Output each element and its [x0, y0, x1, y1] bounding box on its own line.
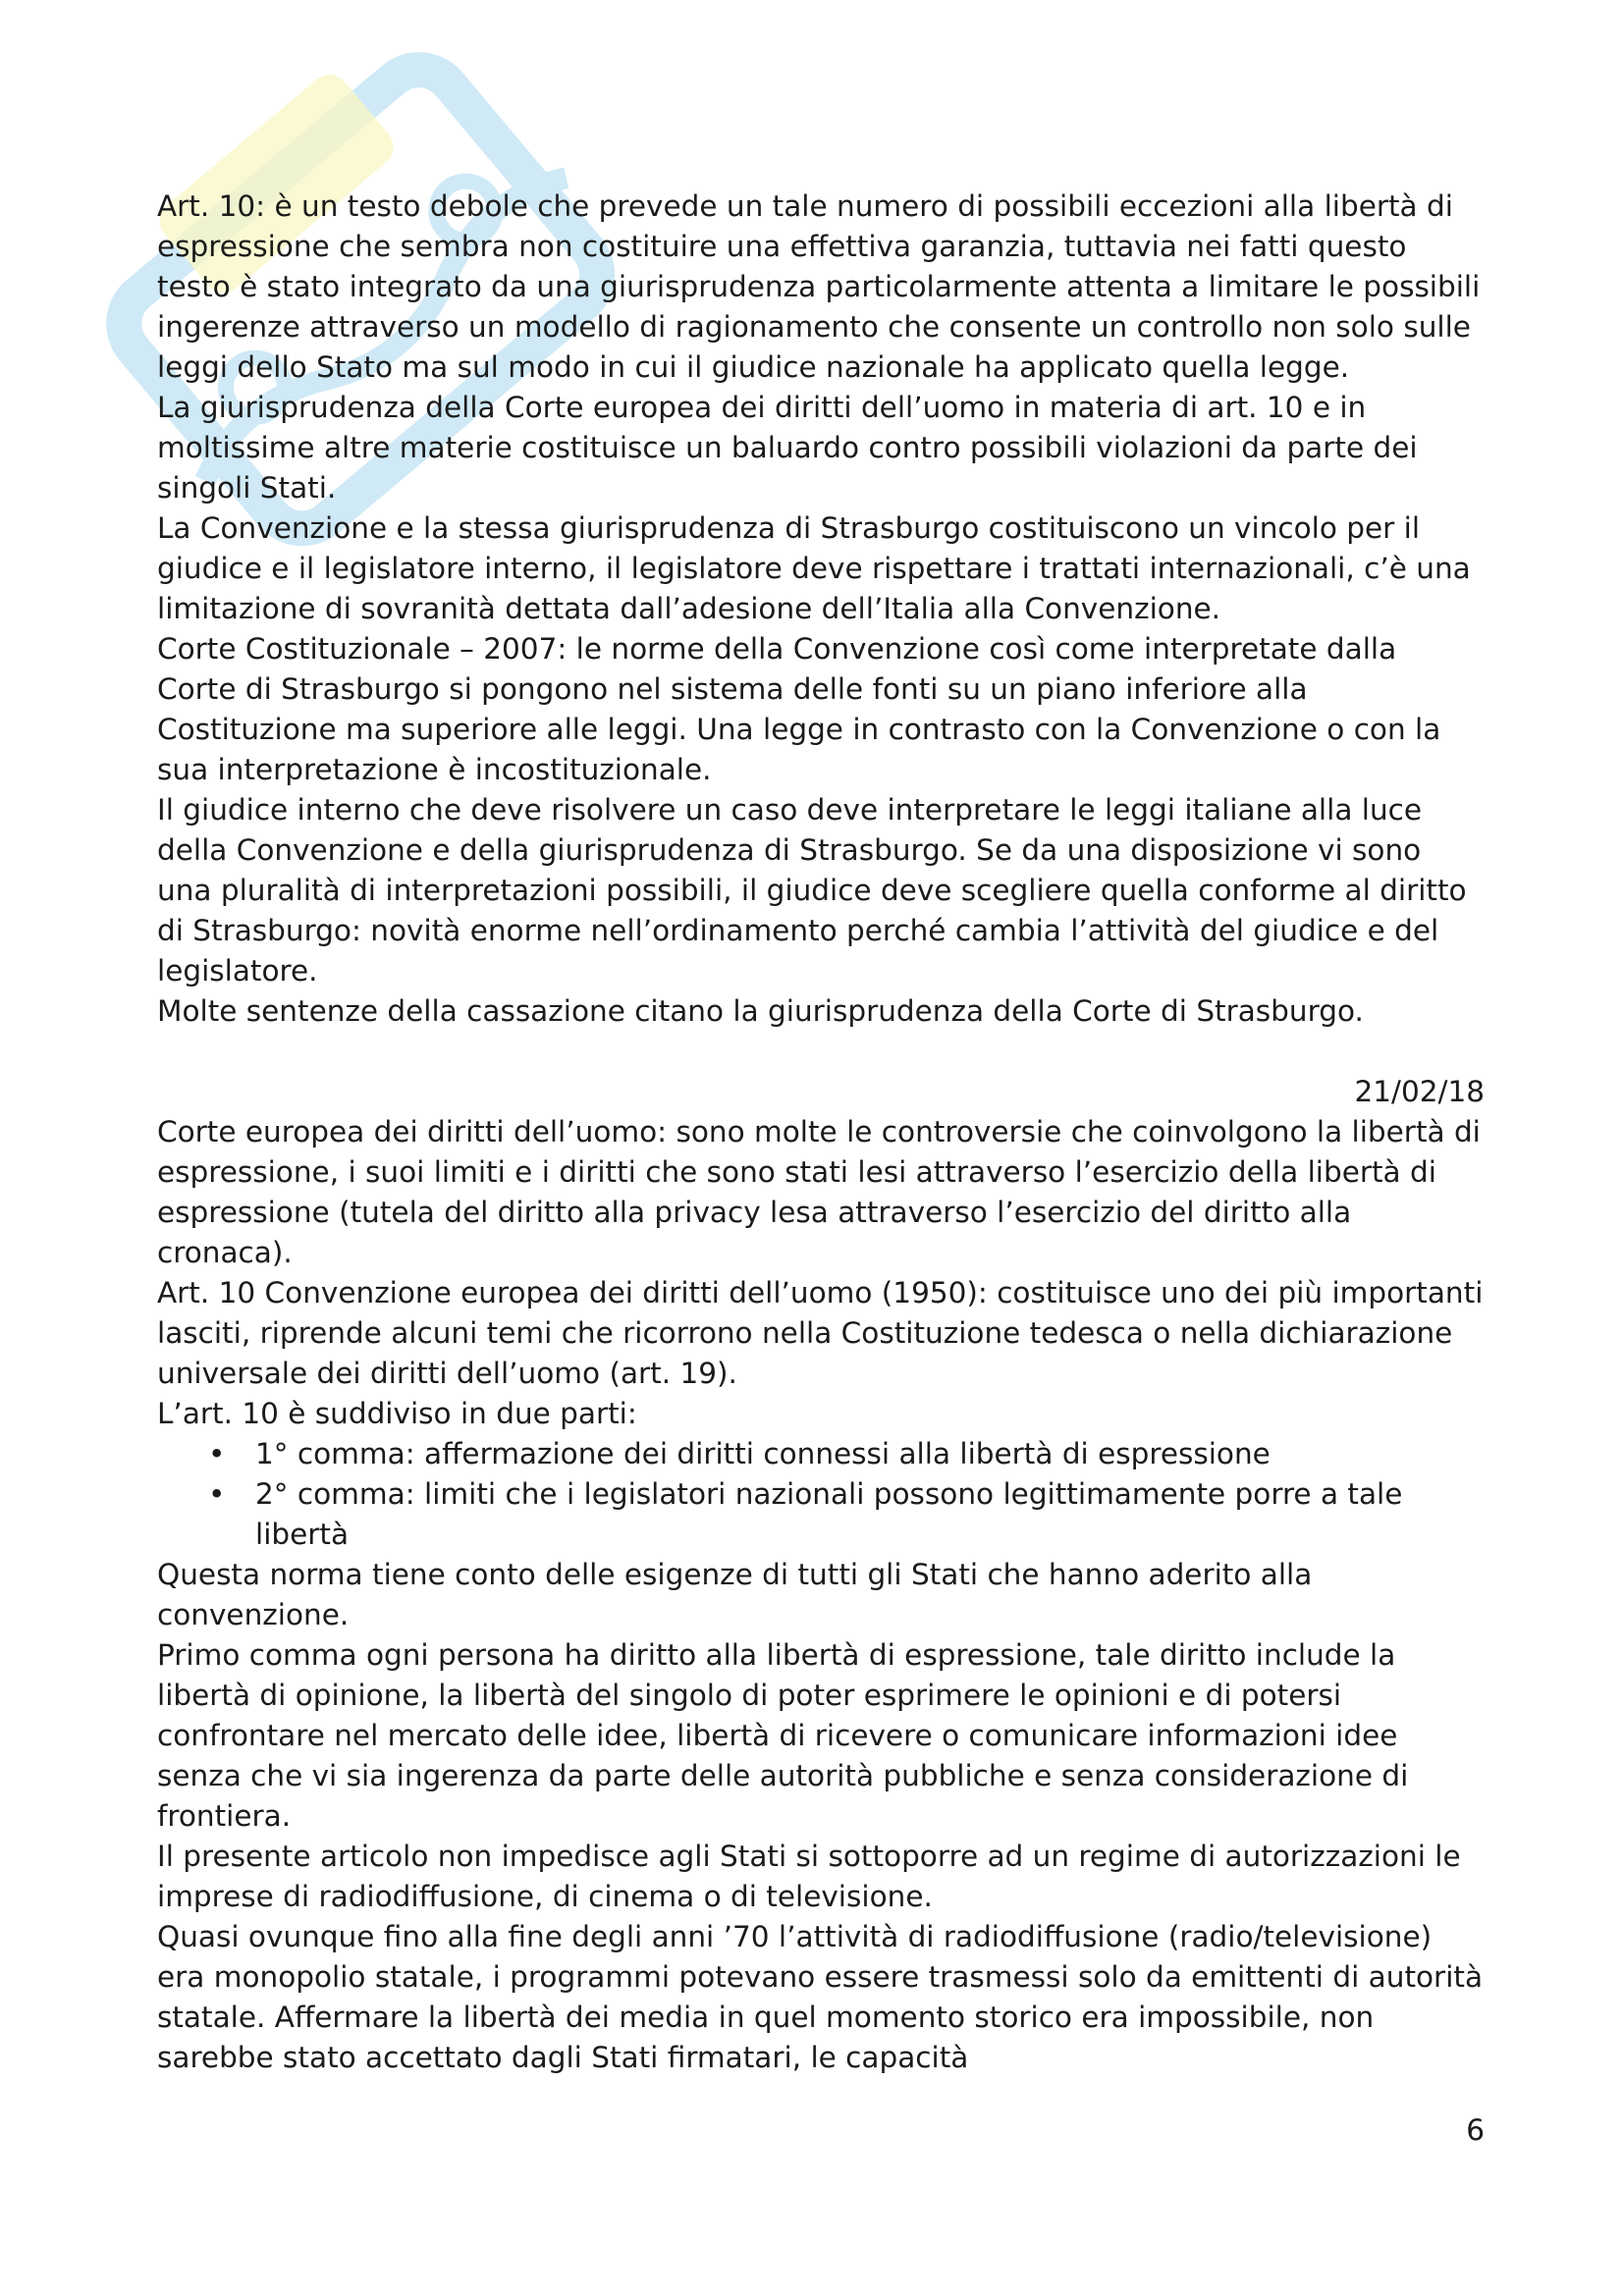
- section-date: 21/02/18: [1354, 1075, 1485, 1108]
- list-item-text: 2° comma: limiti che i legislatori nazionali possono legittimamente porre a tale libertà: [255, 1477, 1403, 1551]
- paragraph: La giurisprudenza della Corte europea dei diritti dell’uomo in materia di art. 10 e in moltissime altre materie costituisce un baluardo contro possibili violazioni da parte dei singoli Stati.: [157, 391, 1418, 505]
- paragraph: Molte sentenze della cassazione citano la giurisprudenza della Corte di Strasburgo.: [157, 994, 1364, 1028]
- paragraph: Primo comma ogni persona ha diritto alla libertà di espressione, tale diritto include la libertà di opinione, la libertà del singolo di poter esprimere le opinioni e di potersi confrontare nel mercato delle idee, libertà di ricevere o comunicare informazioni idee senza che vi sia ingerenza da parte delle autorità pubbliche e senza considerazione di frontiera.: [157, 1638, 1409, 1833]
- list-item-text: 1° comma: affermazione dei diritti connessi alla libertà di espressione: [255, 1437, 1271, 1470]
- paragraph: Corte europea dei diritti dell’uomo: sono molte le controversie che coinvolgono la libertà di espressione, i suoi limiti e i diritti che sono stati lesi attraverso l’esercizio della libertà di espressione (tutela del diritto alla privacy lesa attraverso l’esercizio del diritto alla cronaca).: [157, 1115, 1481, 1269]
- bullet-icon: •: [208, 1437, 226, 1470]
- page-number: 6: [1466, 2113, 1485, 2147]
- paragraph: Questa norma tiene conto delle esigenze di tutti gli Stati che hanno aderito alla convenzione.: [157, 1558, 1313, 1631]
- paragraph: La Convenzione e la stessa giurisprudenza di Strasburgo costituiscono un vincolo per il giudice e il legislatore interno, il legislatore deve rispettare i trattati internazionali, c’è una limitazione di sovranità dettata dall’adesione dell’Italia alla Convenzione.: [157, 511, 1471, 625]
- paragraph: Art. 10 Convenzione europea dei diritti dell’uomo (1950): costituisce uno dei più importanti lasciti, riprende alcuni temi che ricorrono nella Costituzione tedesca o nella dichiarazione universale dei diritti dell’uomo (art. 19).: [157, 1276, 1484, 1390]
- paragraph: Il presente articolo non impedisce agli Stati si sottoporre ad un regime di autorizzazioni le imprese di radiodiffusione, di cinema o di televisione.: [157, 1840, 1461, 1913]
- list-item: [157, 1474, 1485, 1555]
- paragraph: Art. 10: è un testo debole che prevede un tale numero di possibili eccezioni alla libertà di espressione che sembra non costituire una effettiva garanzia, tuttavia nei fatti questo testo è stato integrato da una giurisprudenza particolarmente attenta a limitare le possibili ingerenze attraverso un modello di ragionamento che consente un controllo non solo sulle leggi dello Stato ma sul modo in cui il giudice nazionale ha applicato quella legge.: [157, 189, 1481, 384]
- paragraph: Corte Costituzionale – 2007: le norme della Convenzione così come interpretate dalla Corte di Strasburgo si pongono nel sistema delle fonti su un piano inferiore alla Costituzione ma superiore alle leggi. Una legge in contrasto con la Convenzione o con la sua interpretazione è incostituzionale.: [157, 632, 1441, 786]
- bullet-icon: •: [208, 1477, 226, 1511]
- paragraph: L’art. 10 è suddiviso in due parti:: [157, 1397, 637, 1430]
- bullet-list: [157, 1434, 1485, 1555]
- list-item: [157, 1434, 1485, 1474]
- paragraph: Quasi ovunque fino alla fine degli anni ’70 l’attività di radiodiffusione (radio/televisione) era monopolio statale, i programmi potevano essere trasmessi solo da emittenti di autorità statale. Affermare la libertà dei media in quel momento storico era impossibile, non sarebbe stato accettato dagli Stati firmatari, le capacità: [157, 1920, 1484, 2074]
- paragraph: Il giudice interno che deve risolvere un caso deve interpretare le leggi italiane alla luce della Convenzione e della giurisprudenza di Strasburgo. Se da una disposizione vi sono una pluralità di interpretazioni possibili, il giudice deve scegliere quella conforme al diritto di Strasburgo: novità enorme nell’ordinamento perché cambia l’attività del giudice e del legislatore.: [157, 793, 1467, 988]
- document-body: [157, 187, 1485, 2078]
